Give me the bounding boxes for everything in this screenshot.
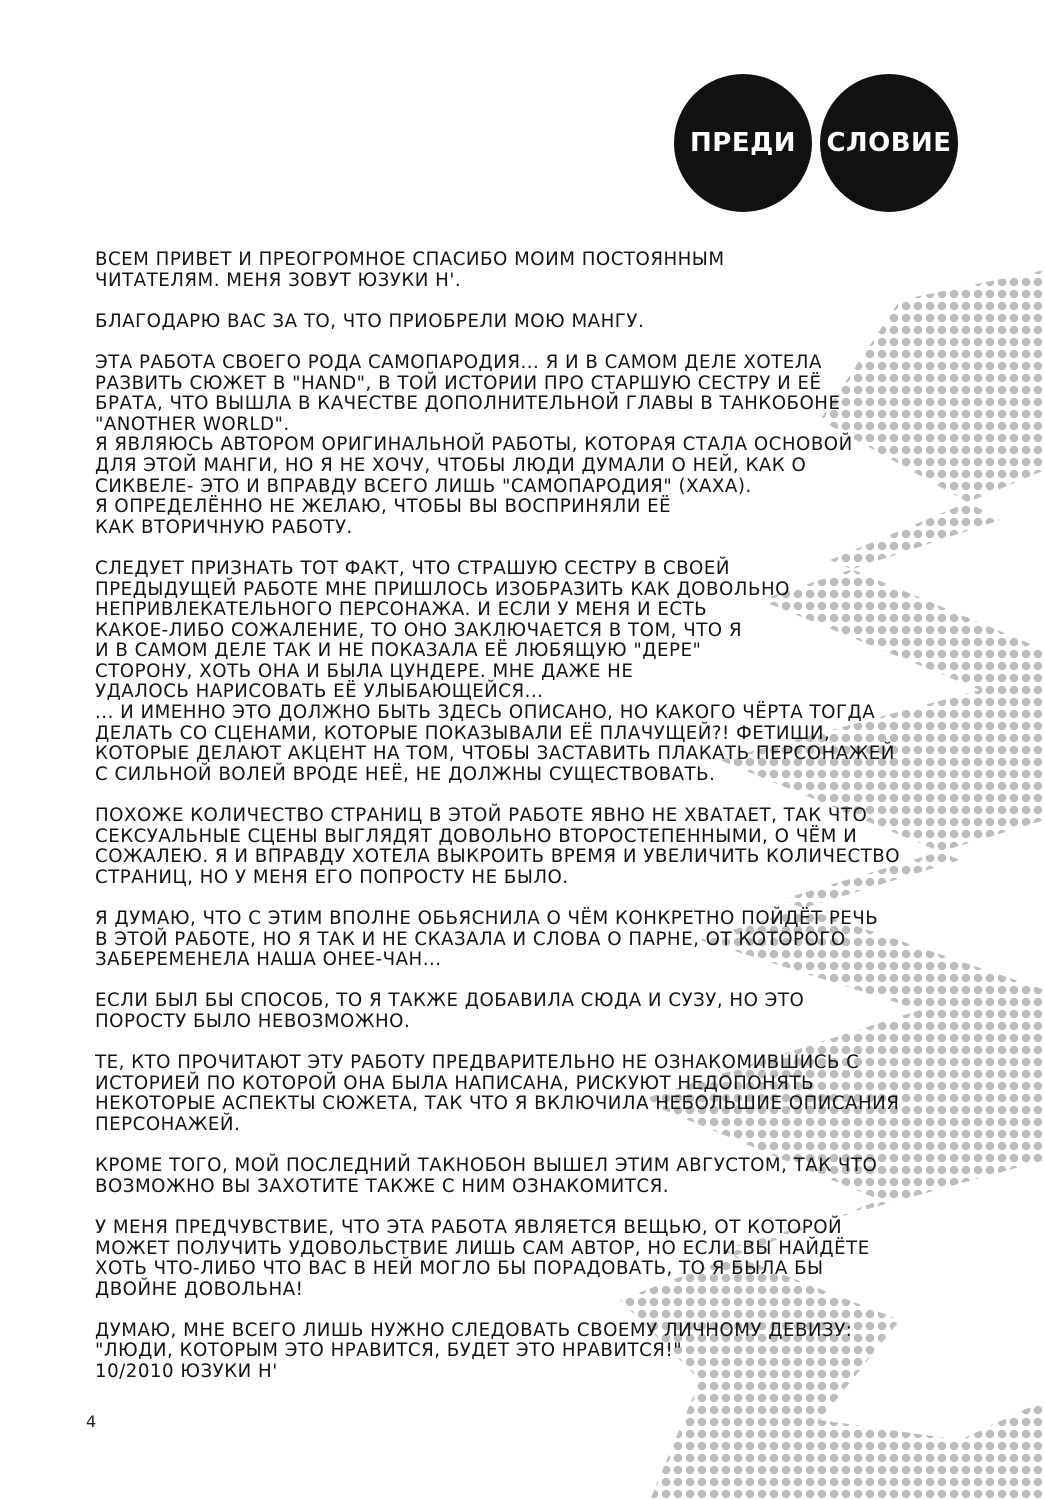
title-circle-left [674,74,812,212]
text-line: ИСТОРИЕЙ ПО КОТОРОЙ ОНА БЫЛА НАПИСАНА, РИСКУЮТ НЕДОПОНЯТЬ [95,1072,815,1094]
text-line: У МЕНЯ ПРЕДЧУВСТВИЕ, ЧТО ЭТА РАБОТА ЯВЛЯЕТСЯ ВЕЩЬЮ, ОТ КОТОРОЙ [95,1216,843,1238]
text-line: ВОЗМОЖНО ВЫ ЗАХОТИТЕ ТАКЖЕ С НИМ ОЗНАКОМИТСЯ. [95,1175,670,1197]
text-line: ЧИТАТЕЛЯМ. МЕНЯ ЗОВУТ ЮЗУКИ Н'. [95,269,462,291]
text-line: БРАТА, ЧТО ВЫШЛА В КАЧЕСТВЕ ДОПОЛНИТЕЛЬНОЙ ГЛАВЫ В ТАНКОБОНЕ [95,393,841,415]
paragraph [95,250,895,291]
text-line: ТЕ, КТО ПРОЧИТАЮТ ЭТУ РАБОТУ ПРЕДВАРИТЕЛЬНО НЕ ОЗНАКОМИВШИСЬ С [95,1052,860,1074]
text-line: "ЛЮДИ, КОТОРЫМ ЭТО НРАВИТСЯ, БУДЕТ ЭТО НРАВИТСЯ!" [95,1340,683,1362]
text-line: ХОТЬ ЧТО-ЛИБО ЧТО ВАС В НЕЙ МОГЛО БЫ ПОРАДОВАТЬ, ТО Я БЫЛА БЫ [95,1258,824,1280]
text-line: ПРЕДЫДУЩЕЙ РАБОТЕ МНЕ ПРИШЛОСЬ ИЗОБРАЗИТЬ КАК ДОВОЛЬНО [95,578,790,600]
text-line: И В САМОМ ДЕЛЕ ТАК И НЕ ПОКАЗАЛА ЕЁ ЛЮБЯЩУЮ "ДЕРЕ" [95,640,702,662]
text-line: ЭТА РАБОТА СВОЕГО РОДА САМОПАРОДИЯ... Я И В САМОМ ДЕЛЕ ХОТЕЛА [95,351,822,373]
text-line: БЛАГОДАРЮ ВАС ЗА ТО, ЧТО ПРИОБРЕЛИ МОЮ МАНГУ. [95,310,645,332]
text-line: СТРАНИЦ, НО У МЕНЯ ЕГО ПОПРОСТУ НЕ БЫЛО. [95,866,569,888]
paragraph [95,991,895,1032]
text-line: КРОМЕ ТОГО, МОЙ ПОСЛЕДНИЙ ТАКНОБОН ВЫШЕЛ ЭТИМ АВГУСТОМ, ТАК ЧТО [95,1155,878,1177]
text-line: Я ДУМАЮ, ЧТО С ЭТИМ ВПОЛНЕ ОБЬЯСНИЛА О ЧЁМ КОНКРЕТНО ПОЙДЁТ РЕЧЬ [95,908,879,929]
text-line: Я ЯВЛЯЮСЬ АВТОРОМ ОРИГИНАЛЬНОЙ РАБОТЫ, КОТОРАЯ СТАЛА ОСНОВОЙ [95,434,853,456]
text-line: "ANOTHER WORLD". [95,413,290,435]
text-line: КАК ВТОРИЧНУЮ РАБОТУ. [95,516,353,538]
title-circle-right [820,74,958,212]
text-line: ДВОЙНЕ ДОВОЛЬНА! [95,1278,304,1300]
text-line: ЗАБЕРЕМЕНЕЛА НАША ОНЕЕ-ЧАН... [95,949,442,971]
text-line: ... И ИМЕННО ЭТО ДОЛЖНО БЫТЬ ЗДЕСЬ ОПИСАНО, НО КАКОГО ЧЁРТА ТОГДА [95,702,876,724]
paragraph [95,559,895,786]
paragraph [95,1052,900,1135]
text-line: РАЗВИТЬ СЮЖЕТ В "HAND", В ТОЙ ИСТОРИИ ПРО СТАРШУЮ СЕСТРУ И ЕЁ [95,372,822,394]
text-line: ДЕЛАТЬ СО СЦЕНАМИ, КОТОРЫЕ ПОКАЗЫВАЛИ ЕЁ ПЛАЧУЩЕЙ?! ФЕТИШИ, [95,722,831,744]
text-line: Я ОПРЕДЕЛЁННО НЕ ЖЕЛАЮ, ЧТОБЫ ВЫ ВОСПРИНЯЛИ ЕЁ [95,496,672,518]
text-line: НЕКОТОРЫЕ АСПЕКТЫ СЮЖЕТА, ТАК ЧТО Я ВКЛЮЧИЛА НЕБОЛЬШИЕ ОПИСАНИЯ [95,1093,900,1115]
text-line: УДАЛОСЬ НАРИСОВАТЬ ЕЁ УЛЫБАЮЩЕЙСЯ... [95,681,544,703]
paragraph [95,1156,895,1197]
text-line: ДУМАЮ, МНЕ ВСЕГО ЛИШЬ НУЖНО СЛЕДОВАТЬ СВОЕМУ ЛИЧНОМУ ДЕВИЗУ: [95,1319,853,1341]
paragraph [95,353,895,538]
text-line: СИКВЕЛЕ- ЭТО И ВПРАВДУ ВСЕГО ЛИШЬ "САМОПАРОДИЯ" (ХАХА). [95,475,752,497]
text-line: СЛЕДУЕТ ПРИЗНАТЬ ТОТ ФАКТ, ЧТО СТРАШУЮ СЕСТРУ В СВОЕЙ [95,557,730,579]
title-part-left: ПРЕДИ [690,128,796,158]
title-part-right: СЛОВИЕ [826,128,952,158]
page-number: 4 [86,1412,97,1431]
text-line: ПЕРСОНАЖЕЙ. [95,1113,241,1135]
text-line: КАКОЕ-ЛИБО СОЖАЛЕНИЕ, ТО ОНО ЗАКЛЮЧАЕТСЯ В ТОМ, ЧТО Я [95,619,743,641]
text-line: НЕПРИВЛЕКАТЕЛЬНОГО ПЕРСОНАЖА. И ЕСЛИ У МЕНЯ И ЕСТЬ [95,599,708,621]
text-line: ПОРОСТУ БЫЛО НЕВОЗМОЖНО. [95,1010,411,1032]
text-line: ПОХОЖЕ КОЛИЧЕСТВО СТРАНИЦ В ЭТОЙ РАБОТЕ ЯВНО НЕ ХВАТАЕТ, ТАК ЧТО [95,805,868,827]
text-line: КОТОРЫЕ ДЕЛАЮТ АКЦЕНТ НА ТОМ, ЧТОБЫ ЗАСТАВИТЬ ПЛАКАТЬ ПЕРСОНАЖЕЙ [95,743,895,765]
text-line: СОЖАЛЕЮ. Я И ВПРАВДУ ХОТЕЛА ВЫКРОИТЬ ВРЕМЯ И УВЕЛИЧИТЬ КОЛИЧЕСТВО [95,846,901,868]
text-line: ДЛЯ ЭТОЙ МАНГИ, НО Я НЕ ХОЧУ, ЧТОБЫ ЛЮДИ ДУМАЛИ О НЕЙ, КАК О [95,454,807,476]
text-line: С СИЛЬНОЙ ВОЛЕЙ ВРОДЕ НЕЁ, НЕ ДОЛЖНЫ СУЩЕСТВОВАТЬ. [95,763,716,785]
paragraph [95,312,895,333]
paragraph [95,1321,895,1383]
text-line: 10/2010 ЮЗУКИ Н' [95,1361,278,1383]
paragraph [95,909,895,971]
text-line: СЕКСУАЛЬНЫЕ СЦЕНЫ ВЫГЛЯДЯТ ДОВОЛЬНО ВТОРОСТЕПЕННЫМИ, О ЧЁМ И [95,825,858,847]
paragraph [95,805,901,888]
text-line: В ЭТОЙ РАБОТЕ, НО Я ТАК И НЕ СКАЗАЛА И СЛОВА О ПАРНЕ, ОТ КОТОРОГО [95,928,846,950]
text-line: ЕСЛИ БЫЛ БЫ СПОСОБ, ТО Я ТАКЖЕ ДОБАВИЛА СЮДА И СУЗУ, НО ЭТО [95,990,805,1012]
text-line: СТОРОНУ, ХОТЬ ОНА И БЫЛА ЦУНДЕРЕ. МНЕ ДАЖЕ НЕ [95,660,634,682]
text-line: МОЖЕТ ПОЛУЧИТЬ УДОВОЛЬСТВИЕ ЛИШЬ САМ АВТОР, НО ЕСЛИ ВЫ НАЙДЁТЕ [95,1237,870,1259]
paragraph [95,1218,895,1300]
text-line: ВСЕМ ПРИВЕТ И ПРЕОГРОМНОЕ СПАСИБО МОИМ ПОСТОЯННЫМ [95,249,725,270]
foreword-text [95,249,901,1403]
